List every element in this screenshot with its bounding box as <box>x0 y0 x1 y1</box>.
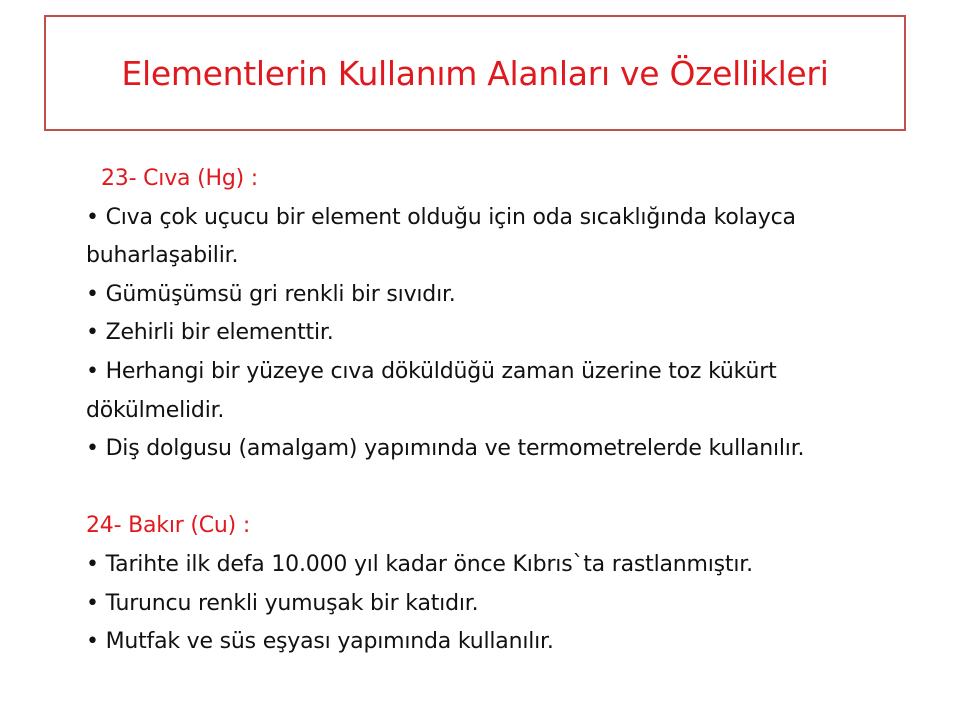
title-box <box>44 15 906 131</box>
slide-content <box>86 160 916 662</box>
section-heading-civa: 23- Cıva (Hg) : <box>101 166 258 191</box>
bullet-bakir-3: • Mutfak ve süs eşyası yapımında kullanılır. <box>86 629 554 655</box>
section-heading-bakir: 24- Bakır (Cu) : <box>86 513 251 539</box>
bullet-bakir-2: • Turuncu renkli yumuşak bir katıdır. <box>86 590 479 616</box>
section-spacer <box>86 469 916 508</box>
bullet-bakir-1: • Tarihte ilk defa 10.000 yıl kadar önce Kıbrıs`ta rastlanmıştır. <box>86 551 753 577</box>
bullet-civa-2: • Gümüşümsü gri renkli bir sıvıdır. <box>86 281 456 307</box>
bullet-civa-3: • Zehirli bir elementtir. <box>86 320 334 346</box>
bullet-civa-4: • Herhangi bir yüzeye cıva döküldüğü zaman üzerine toz kükürt dökülmelidir. <box>86 358 777 423</box>
bullet-civa-1: • Cıva çok uçucu bir element olduğu için oda sıcaklığında kolayca buharlaşabilir. <box>86 204 796 269</box>
slide-title: Elementlerin Kullanım Alanları ve Özellikleri <box>121 53 829 93</box>
bullet-civa-5: • Diş dolgusu (amalgam) yapımında ve termometrelerde kullanılır. <box>86 436 805 462</box>
